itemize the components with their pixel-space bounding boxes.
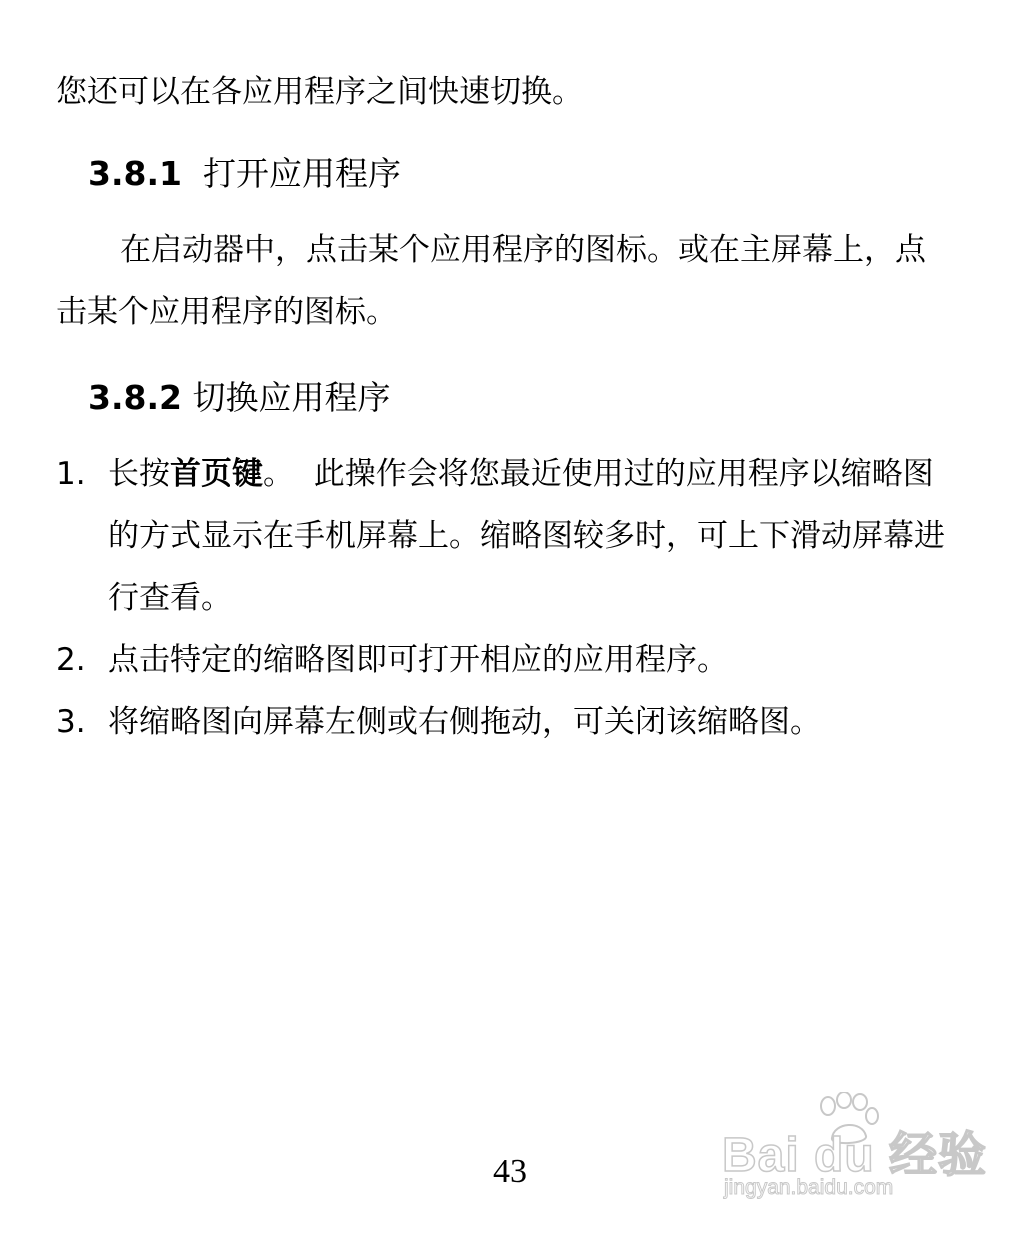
list-item-number: 1. <box>56 456 86 492</box>
list-item-number: 3. <box>56 704 86 740</box>
list-item-number: 2. <box>56 642 86 678</box>
section-heading-3-8-1 <box>88 154 401 194</box>
intro-paragraph: 您还可以在各应用程序之间快速切换。 <box>56 74 583 110</box>
watermark-logo-text: Bai du 经验 <box>722 1129 988 1182</box>
section-heading-3-8-2 <box>88 378 390 418</box>
section-title: 切换应用程序 <box>192 378 391 417</box>
page-number: 43 <box>493 1153 527 1190</box>
list-item-1-line-1 <box>108 454 934 494</box>
baidu-jingyan-watermark <box>722 1092 988 1212</box>
section-title: 打开应用程序 <box>202 154 401 193</box>
list-item-prefix: 长按 <box>108 456 170 492</box>
list-item-1-line-3: 行查看。 <box>108 580 232 616</box>
watermark-url: jingyan.baidu.com <box>724 1176 894 1199</box>
section-number: 3.8.1 <box>88 154 182 193</box>
list-item-3-line-1: 将缩略图向屏幕左侧或右侧拖动，可关闭该缩略图。 <box>108 704 821 740</box>
list-item-1-line-2: 的方式显示在手机屏幕上。缩略图较多时，可上下滑动屏幕进 <box>108 518 945 554</box>
section-1-paragraph-line-2: 击某个应用程序的图标。 <box>56 294 397 330</box>
section-number: 3.8.2 <box>88 378 182 417</box>
home-key-label: 首页键 <box>170 456 263 492</box>
section-1-paragraph-line-1: 在启动器中，点击某个应用程序的图标。或在主屏幕上，点 <box>120 232 926 268</box>
list-item-2-line-1: 点击特定的缩略图即可打开相应的应用程序。 <box>108 642 728 678</box>
list-item-text: 。 此操作会将您最近使用过的应用程序以缩略图 <box>263 456 934 492</box>
